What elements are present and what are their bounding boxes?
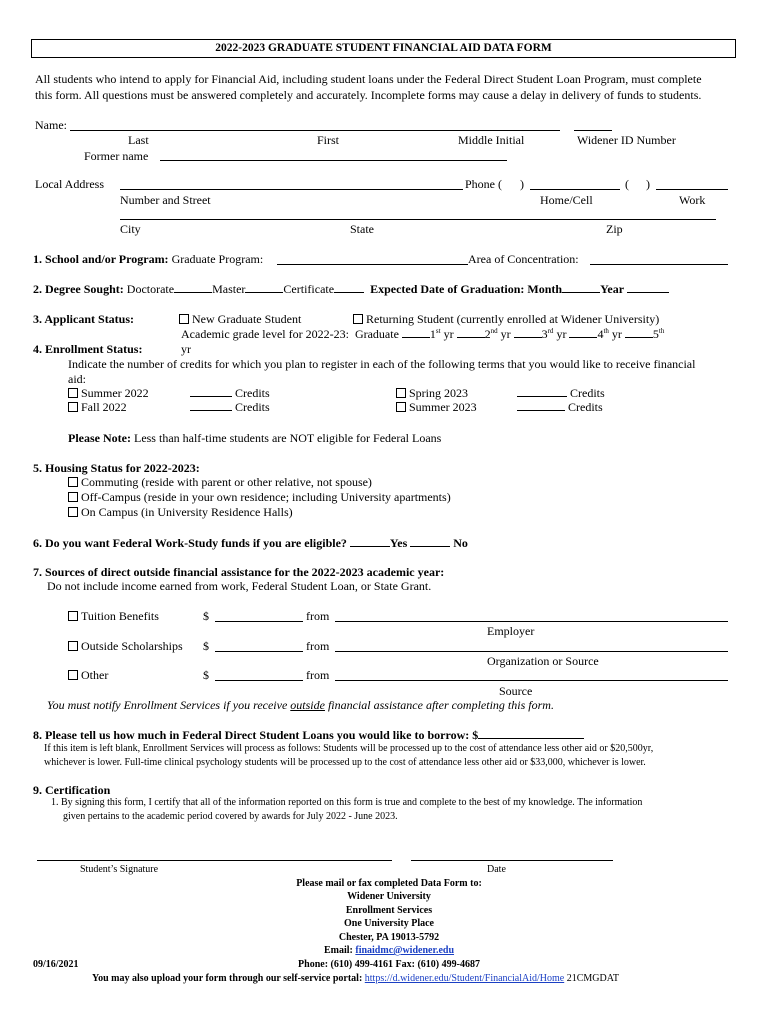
note-label: Please Note: [68, 431, 131, 445]
street-input-line[interactable] [120, 189, 463, 190]
name-label: Name: [35, 118, 67, 132]
spring-2023-credits [517, 386, 605, 401]
spring-2023-credits-text: Credits [570, 386, 605, 400]
widener-id-input-line[interactable] [574, 130, 612, 131]
summer-2023-checkbox[interactable] [396, 402, 406, 412]
other-checkbox[interactable] [68, 670, 78, 680]
summer-2022-checkbox[interactable] [68, 388, 78, 398]
fall-2022-text: Fall 2022 [81, 400, 127, 414]
yr5-yr-wrap: yr [181, 342, 191, 356]
summer-2023-credits-text: Credits [568, 400, 603, 414]
other-dollar: $ [203, 668, 209, 682]
tuition-from: from [306, 609, 330, 623]
footer-date: 09/16/2021 [33, 959, 79, 970]
organization-input-line[interactable] [335, 651, 728, 652]
yr5-sup: th [658, 327, 665, 335]
email-label: Email: [323, 945, 353, 956]
scholarships-amount-line[interactable] [215, 651, 303, 652]
returning-student-option[interactable] [353, 312, 659, 327]
fall-2022-credits [190, 400, 270, 415]
on-campus-text: On Campus (in University Residence Halls) [81, 505, 293, 519]
footer-phone: Phone: (610) 499-4161 Fax: (610) 499-4687 [298, 959, 480, 970]
grad-program-input-line[interactable] [277, 264, 468, 265]
off-campus-checkbox[interactable] [68, 492, 78, 502]
yr2-blank[interactable] [457, 337, 485, 338]
home-phone-input-line[interactable] [530, 189, 620, 190]
q6-line [33, 536, 468, 551]
master-blank[interactable] [245, 292, 283, 293]
employer-input-line[interactable] [335, 621, 728, 622]
organization-caption: Organization or Source [487, 654, 599, 668]
summer-2022-credits [190, 386, 270, 401]
q2-month: Month [527, 282, 563, 296]
yr3-sup: rd [547, 327, 554, 335]
q4-indicate-1: Indicate the number of credits for which you plan to register in each of the following terms that you would like to receive financial [68, 357, 696, 371]
q8-text-2: whichever is lower. Full-time clinical psychology students will be processed up to the cost of attendance less other aid or $33,000, whichever is lower. [44, 757, 646, 768]
tuition-text: Tuition Benefits [81, 609, 159, 623]
q6-no: No [453, 536, 468, 550]
off-campus-text: Off-Campus (reside in your own residence; including University apartments) [81, 490, 451, 504]
loan-amount-blank[interactable] [478, 738, 584, 739]
q1-label: 1. School and/or Program: [33, 252, 169, 266]
yes-blank[interactable] [350, 546, 390, 547]
scholarships-from: from [306, 639, 330, 653]
yr3-blank[interactable] [514, 337, 542, 338]
yr1-sup: st [435, 327, 441, 335]
q9-label: 9. Certification [33, 783, 111, 797]
work-paren-open: ( [625, 177, 629, 191]
yr4-blank[interactable] [569, 337, 597, 338]
q9-text-2: given pertains to the academic period covered by awards for July 2022 - June 2023. [63, 811, 398, 822]
other-amount-line[interactable] [215, 680, 303, 681]
month-blank[interactable] [562, 292, 600, 293]
footer-street: One University Place [344, 918, 434, 929]
other-option[interactable] [68, 668, 108, 683]
summer-2023-option[interactable] [396, 400, 477, 415]
q5-label: 5. Housing Status for 2022-2023: [33, 461, 200, 475]
footer-mail: Please mail or fax completed Data Form to: [296, 878, 482, 889]
on-campus-option[interactable] [68, 505, 293, 520]
q8-label: 8. Please tell us how much in Federal Direct Student Loans you would like to borrow: $ [33, 728, 479, 742]
new-student-checkbox[interactable] [179, 314, 189, 324]
footer-email-line [0, 945, 770, 956]
summer-2022-option[interactable] [68, 386, 149, 401]
new-student-text: New Graduate Student [192, 312, 302, 326]
date-input-line[interactable] [411, 860, 613, 861]
scholarships-text: Outside Scholarships [81, 639, 183, 653]
date-caption: Date [487, 864, 506, 875]
q2-doctorate: Doctorate [126, 282, 175, 296]
q4-label: 4. Enrollment Status: [33, 342, 143, 356]
upload-text: You may also upload your form through our self-service portal: [92, 973, 363, 984]
former-name-input-line[interactable] [160, 160, 507, 161]
summer-2022-credits-blank[interactable] [190, 396, 232, 397]
no-blank[interactable] [410, 546, 450, 547]
q7-sub: Do not include income earned from work, Federal Student Loan, or State Grant. [47, 579, 432, 593]
yr2-yr: yr [500, 327, 511, 341]
spring-2023-checkbox[interactable] [396, 388, 406, 398]
yr1-blank[interactable] [402, 337, 430, 338]
phone-paren-close: ) [520, 177, 524, 191]
footer-org: Widener University [347, 891, 431, 902]
fall-2022-credits-text: Credits [235, 400, 270, 414]
scholarships-checkbox[interactable] [68, 641, 78, 651]
first-caption: First [317, 133, 340, 147]
fall-2022-option[interactable] [68, 400, 127, 415]
tuition-dollar: $ [203, 609, 209, 623]
form-code: 21CMGDAT [566, 973, 619, 984]
q6-label: 6. Do you want Federal Work-Study funds if you are eligible? [33, 536, 347, 550]
please-note [68, 431, 441, 446]
summer-2023-credits-blank[interactable] [517, 410, 565, 411]
commuting-option[interactable] [68, 475, 372, 490]
fall-2022-checkbox[interactable] [68, 402, 78, 412]
doctorate-blank[interactable] [174, 292, 212, 293]
number-street-caption: Number and Street [120, 193, 211, 207]
returning-student-text: Returning Student (currently enrolled at Widener University) [366, 312, 660, 326]
yr4-yr: yr [611, 327, 622, 341]
yr5-blank[interactable] [625, 337, 653, 338]
academic-label: Academic grade level for 2022-23: [181, 327, 349, 341]
q2-certificate: Certificate [283, 282, 335, 296]
yr2-num: 2 [484, 327, 491, 341]
q8-line [33, 728, 584, 743]
grade-level-line [181, 327, 664, 342]
middle-caption: Middle Initial [458, 133, 525, 147]
intro-line-2: this form. All questions must be answered completely and accurately. Incomplete forms may cause a delay in delivery of funds to students. [35, 88, 702, 102]
notify-text [47, 698, 554, 713]
city-state-zip-input-line[interactable] [120, 219, 716, 220]
footer-dept: Enrollment Services [345, 905, 433, 916]
yr5-num: 5 [652, 327, 659, 341]
note-text: Less than half-time students are NOT eligible for Federal Loans [133, 431, 442, 445]
q8-text-1: If this item is left blank, Enrollment Services will process as follows: Students will be processed up to the cost of attendance less other aid or $20,500yr, [44, 743, 654, 754]
intro-line-1: All students who intend to apply for Financial Aid, including student loans under the Federal Direct Student Loan Program, must complete [35, 72, 702, 86]
home-cell-caption: Home/Cell [540, 193, 593, 207]
yr2-sup: nd [490, 327, 498, 335]
q9-text-1: 1. By signing this form, I certify that all of the information reported on this form is true and complete to the best of my knowledge. The information [51, 797, 643, 808]
signature-caption: Student’s Signature [80, 864, 159, 875]
yr4-num: 4 [597, 327, 604, 341]
summer-2023-text: Summer 2023 [409, 400, 477, 414]
last-caption: Last [128, 133, 149, 147]
q2-label: 2. Degree Sought: [33, 282, 124, 296]
footer-upload-line [92, 973, 619, 984]
summer-2022-text: Summer 2022 [81, 386, 149, 400]
scholarships-option[interactable] [68, 639, 183, 654]
yr3-num: 3 [541, 327, 548, 341]
graduate-label: Graduate [354, 327, 399, 341]
email-link[interactable]: finaidmc@widener.edu [355, 945, 455, 956]
scholarships-dollar: $ [203, 639, 209, 653]
returning-student-checkbox[interactable] [353, 314, 363, 324]
yr1-num: 1 [429, 327, 436, 341]
yr3-yr: yr [556, 327, 567, 341]
fall-2022-credits-blank[interactable] [190, 410, 232, 411]
on-campus-checkbox[interactable] [68, 507, 78, 517]
work-paren-close: ) [646, 177, 650, 191]
tuition-option[interactable] [68, 609, 159, 624]
yr1-yr: yr [443, 327, 454, 341]
commuting-text: Commuting (reside with parent or other relative, not spouse) [81, 475, 372, 489]
spring-2023-text: Spring 2023 [409, 386, 469, 400]
widener-id-caption: Widener ID Number [577, 133, 676, 147]
city-caption: City [120, 222, 141, 236]
notify-post: financial assistance after completing this form. [324, 698, 554, 712]
portal-link[interactable]: https://d.widener.edu/Student/FinancialAid/Home [364, 973, 565, 984]
summer-2022-credits-text: Credits [235, 386, 270, 400]
notify-pre: You must notify Enrollment Services if you receive [47, 698, 291, 712]
source-input-line[interactable] [335, 680, 728, 681]
yr4-sup: th [603, 327, 609, 335]
tuition-checkbox[interactable] [68, 611, 78, 621]
q3-label: 3. Applicant Status: [33, 312, 135, 326]
q1-concentration-label: Area of Concentration: [468, 252, 579, 266]
q4-indicate-2: aid: [68, 372, 86, 386]
q7-label: 7. Sources of direct outside financial assistance for the 2022-2023 academic year: [33, 565, 445, 579]
employer-caption: Employer [487, 624, 535, 638]
former-name-label: Former name [84, 149, 149, 163]
q1-grad-label: Graduate Program: [171, 252, 264, 266]
work-phone-input-line[interactable] [656, 189, 728, 190]
certificate-blank[interactable] [334, 292, 364, 293]
address-label: Local Address [35, 177, 104, 191]
q6-yes: Yes [389, 536, 408, 550]
new-student-option[interactable] [179, 312, 301, 327]
commuting-checkbox[interactable] [68, 477, 78, 487]
year-blank[interactable] [627, 292, 669, 293]
name-input-line[interactable] [70, 130, 560, 131]
notify-outside: outside [290, 698, 325, 712]
concentration-input-line[interactable] [590, 264, 728, 265]
q1-line [33, 252, 263, 267]
spring-2023-option[interactable] [396, 386, 468, 401]
q2-master: Master [212, 282, 246, 296]
form-title: 2022-2023 GRADUATE STUDENT FINANCIAL AID DATA FORM [31, 39, 736, 58]
state-caption: State [350, 222, 374, 236]
spring-2023-credits-blank[interactable] [517, 396, 567, 397]
tuition-amount-line[interactable] [215, 621, 303, 622]
work-caption: Work [679, 193, 706, 207]
q2-line [33, 282, 669, 297]
other-from: from [306, 668, 330, 682]
phone-label: Phone ( [465, 177, 502, 191]
footer-city: Chester, PA 19013-5792 [338, 932, 440, 943]
other-text: Other [81, 668, 109, 682]
q2-year: Year [600, 282, 625, 296]
q2-expected: Expected Date of Graduation: [370, 282, 525, 296]
signature-input-line[interactable] [37, 860, 392, 861]
summer-2023-credits [517, 400, 603, 415]
source-caption: Source [499, 684, 533, 698]
zip-caption: Zip [606, 222, 623, 236]
off-campus-option[interactable] [68, 490, 451, 505]
